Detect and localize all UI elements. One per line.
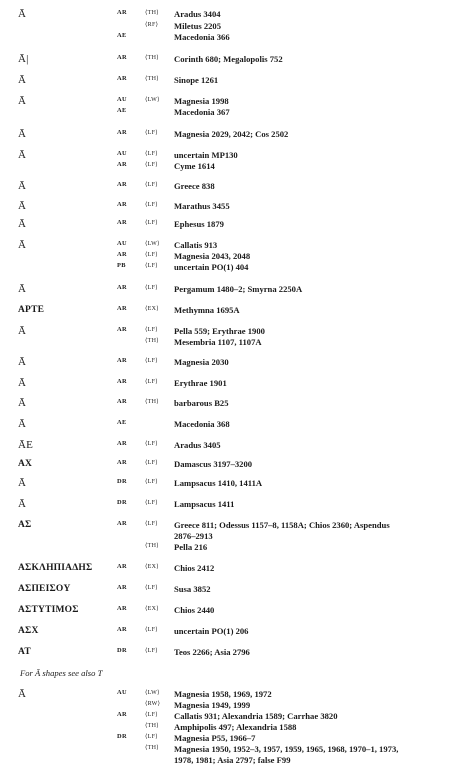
reference-text: Magnesia 1958, 1969, 1972 (174, 689, 272, 699)
index-entry-row (0, 564, 473, 575)
position-code: ⟨LF⟩ (145, 220, 158, 226)
monogram: Ā (18, 128, 27, 140)
index-entry-row (0, 162, 473, 173)
monogram: Ā (18, 477, 27, 489)
metal-code: AR (117, 711, 128, 718)
index-entry-row (0, 97, 473, 108)
metal-code: AR (117, 326, 128, 333)
metal-code: AU (117, 150, 128, 157)
index-entry-row (0, 151, 473, 162)
monogram: Ā (18, 95, 27, 107)
position-code: ⟨EX⟩ (145, 564, 159, 570)
reference-text: Magnesia 1949, 1999 (174, 700, 251, 710)
monogram: Ā (18, 74, 27, 86)
monogram: Ā (18, 283, 27, 295)
position-code: ⟨EX⟩ (145, 606, 159, 612)
monogram: AT (18, 647, 31, 657)
position-code: ⟨LF⟩ (145, 627, 158, 633)
reference-text: uncertain PO(1) 206 (174, 626, 249, 636)
metal-code: AR (117, 357, 128, 364)
metal-code: AR (117, 398, 128, 405)
monogram: Ā (18, 498, 27, 510)
metal-code: AR (117, 284, 128, 291)
reference-text: Lampsacus 1411 (174, 499, 235, 509)
position-code: ⟨LF⟩ (145, 162, 158, 168)
metal-code: AR (117, 459, 128, 466)
index-entry-row (0, 263, 473, 274)
metal-code: AE (117, 32, 127, 39)
monogram: Ā (18, 397, 27, 409)
position-code: ⟨LF⟩ (145, 648, 158, 654)
reference-text: Magnesia 1998 (174, 96, 229, 106)
position-code: ⟨TH⟩ (145, 723, 159, 729)
index-entry-row (0, 33, 473, 44)
position-code: ⟨EX⟩ (145, 306, 159, 312)
index-entry-row (0, 358, 473, 369)
metal-code: AR (117, 181, 128, 188)
index-entry-row (0, 627, 473, 638)
position-code: ⟨LF⟩ (145, 202, 158, 208)
monogram: Ā (18, 239, 27, 251)
reference-text: Chios 2440 (174, 605, 215, 615)
metal-code: AR (117, 378, 128, 385)
reference-text: Callatis 931; Alexandria 1589; Carrhae 3820 (174, 711, 338, 721)
metal-code: AR (117, 440, 128, 447)
reference-text: Pergamum 1480–2; Smyrna 2250A (174, 284, 303, 294)
monogram: AΣKΛHΠIAΔHΣ (18, 563, 93, 573)
index-entry-row (0, 420, 473, 431)
position-code: ⟨LF⟩ (145, 460, 158, 466)
metal-code: AR (117, 584, 128, 591)
reference-text: Magnesia P55, 1966–7 (174, 733, 256, 743)
monogram: Ā (18, 377, 27, 389)
reference-text: uncertain PO(1) 404 (174, 262, 249, 272)
position-code: ⟨LF⟩ (145, 327, 158, 333)
position-code: ⟨TH⟩ (145, 543, 159, 549)
index-entry-row (0, 648, 473, 659)
index-entry-row (0, 441, 473, 452)
monogram: Ā (18, 200, 27, 212)
reference-text: Miletus 2205 (174, 21, 222, 31)
reference-text: Sinope 1261 (174, 75, 219, 85)
position-code: ⟨TH⟩ (145, 10, 159, 16)
reference-text: Pella 559; Erythrae 1900 (174, 326, 265, 336)
index-entry-row (0, 379, 473, 390)
position-code: ⟨TH⟩ (145, 55, 159, 61)
monogram: AX (18, 459, 33, 469)
position-code: ⟨RF⟩ (145, 22, 159, 28)
metal-code: AU (117, 240, 128, 247)
position-code: ⟨LF⟩ (145, 500, 158, 506)
position-code: ⟨LW⟩ (145, 241, 160, 247)
metal-code: AR (117, 626, 128, 633)
metal-code: AE (117, 107, 127, 114)
index-entry-row (0, 460, 473, 471)
index-entry-row (0, 202, 473, 213)
metal-code: AR (117, 563, 128, 570)
index-entry-row (0, 55, 473, 66)
monogram: Ā (18, 688, 27, 700)
reference-text: Methymna 1695A (174, 305, 240, 315)
metal-code: AR (117, 161, 128, 168)
reference-text: Susa 3852 (174, 584, 211, 594)
position-code: ⟨TH⟩ (145, 338, 159, 344)
reference-text: 2876–2913 (174, 531, 213, 541)
metal-code: PB (117, 262, 126, 269)
reference-text: Erythrae 1901 (174, 378, 227, 388)
position-code: ⟨TH⟩ (145, 76, 159, 82)
reference-text: Magnesia 2030 (174, 357, 229, 367)
index-entry-row (0, 220, 473, 231)
position-code: ⟨LF⟩ (145, 130, 158, 136)
reference-text: Aradus 3404 (174, 9, 221, 19)
position-code: ⟨TH⟩ (145, 399, 159, 405)
index-entry-row (0, 108, 473, 119)
metal-code: AR (117, 520, 128, 527)
monogram: AΣ (18, 520, 32, 530)
position-code: ⟨LF⟩ (145, 151, 158, 157)
position-code: ⟨LF⟩ (145, 734, 158, 740)
see-also-note (0, 669, 473, 680)
index-entry-row (0, 532, 473, 543)
reference-text: Aradus 3405 (174, 440, 221, 450)
monogram: Ā (18, 8, 27, 20)
metal-code: AR (117, 305, 128, 312)
reference-text: Magnesia 1950, 1952–3, 1957, 1959, 1965, 1968, 1970–1, 1973, (174, 744, 399, 754)
monogram: Ā (18, 218, 27, 230)
index-entry-row (0, 745, 473, 756)
monogram: Ā (18, 149, 27, 161)
monogram: Ā (18, 180, 27, 192)
metal-code: DR (117, 733, 128, 740)
position-code: ⟨LF⟩ (145, 182, 158, 188)
metal-code: AU (117, 689, 128, 696)
position-code: ⟨LF⟩ (145, 585, 158, 591)
index-entry-row (0, 306, 473, 317)
index-entry-row (0, 521, 473, 532)
reference-text: Macedonia 366 (174, 32, 230, 42)
index-entry-row (0, 10, 473, 21)
position-code: ⟨LW⟩ (145, 690, 160, 696)
reference-text: Damascus 3197–3200 (174, 459, 253, 469)
position-code: ⟨LF⟩ (145, 521, 158, 527)
metal-code: AR (117, 219, 128, 226)
index-entry-row (0, 285, 473, 296)
reference-text: Pella 216 (174, 542, 208, 552)
index-entry-row (0, 76, 473, 87)
metal-code: AR (117, 9, 128, 16)
metal-code: AU (117, 96, 128, 103)
metal-code: DR (117, 478, 128, 485)
reference-text: barbarous B25 (174, 398, 229, 408)
position-code: ⟨LW⟩ (145, 97, 160, 103)
position-code: ⟨LF⟩ (145, 252, 158, 258)
index-entry-row (0, 543, 473, 554)
monogram: Ā| (18, 53, 29, 65)
reference-text: Teos 2266; Asia 2796 (174, 647, 250, 657)
index-entry-row (0, 338, 473, 349)
metal-code: AE (117, 419, 127, 426)
metal-code: AR (117, 251, 128, 258)
monogram: Ā (18, 356, 27, 368)
reference-text: Greece 811; Odessus 1157–8, 1158A; Chios 2360; Aspendus (174, 520, 390, 530)
reference-text: Macedonia 367 (174, 107, 230, 117)
reference-text: Corinth 680; Megalopolis 752 (174, 54, 283, 64)
index-entry-row (0, 756, 473, 767)
metal-code: AR (117, 54, 128, 61)
reference-text: Amphipolis 497; Alexandria 1588 (174, 722, 297, 732)
metal-code: AR (117, 129, 128, 136)
position-code: ⟨LF⟩ (145, 479, 158, 485)
index-entry-row (0, 585, 473, 596)
reference-text: Mesembria 1107, 1107A (174, 337, 262, 347)
monogram: Ā (18, 418, 27, 430)
metal-code: DR (117, 647, 128, 654)
position-code: ⟨LF⟩ (145, 441, 158, 447)
index-entry-row (0, 22, 473, 33)
position-code: ⟨LF⟩ (145, 358, 158, 364)
index-entry-row (0, 479, 473, 490)
see-also-text: For Ā shapes see also T (20, 668, 103, 678)
position-code: ⟨LF⟩ (145, 379, 158, 385)
monogram: APTE (18, 305, 45, 315)
monogram: Ā (18, 325, 27, 337)
reference-text: Marathus 3455 (174, 201, 230, 211)
reference-text: Cyme 1614 (174, 161, 215, 171)
index-entry-row (0, 500, 473, 511)
index-entry-row (0, 399, 473, 410)
reference-text: Chios 2412 (174, 563, 215, 573)
reference-text: Magnesia 2029, 2042; Cos 2502 (174, 129, 289, 139)
position-code: ⟨TH⟩ (145, 745, 159, 751)
metal-code: AR (117, 201, 128, 208)
index-entry-row (0, 606, 473, 617)
reference-text: uncertain MP130 (174, 150, 238, 160)
reference-text: 1978, 1981; Asia 2797; false F99 (174, 755, 291, 765)
reference-text: Macedonia 368 (174, 419, 230, 429)
monogram: AΣX (18, 626, 39, 636)
metal-code: AR (117, 75, 128, 82)
index-entry-row (0, 130, 473, 141)
position-code: ⟨LF⟩ (145, 285, 158, 291)
metal-code: AR (117, 605, 128, 612)
monogram: AΣΠEIΣOY (18, 584, 71, 594)
metal-code: DR (117, 499, 128, 506)
reference-text: Magnesia 2043, 2048 (174, 251, 251, 261)
reference-text: Ephesus 1879 (174, 219, 224, 229)
reference-text: Greece 838 (174, 181, 215, 191)
position-code: ⟨LF⟩ (145, 263, 158, 269)
position-code: ⟨RW⟩ (145, 701, 161, 707)
position-code: ⟨LF⟩ (145, 712, 158, 718)
monogram: AΣTYTIMOΣ (18, 605, 79, 615)
reference-text: Callatis 913 (174, 240, 218, 250)
monogram: ĀΕ (18, 439, 34, 451)
reference-text: Lampsacus 1410, 1411A (174, 478, 263, 488)
index-entry-row (0, 182, 473, 193)
